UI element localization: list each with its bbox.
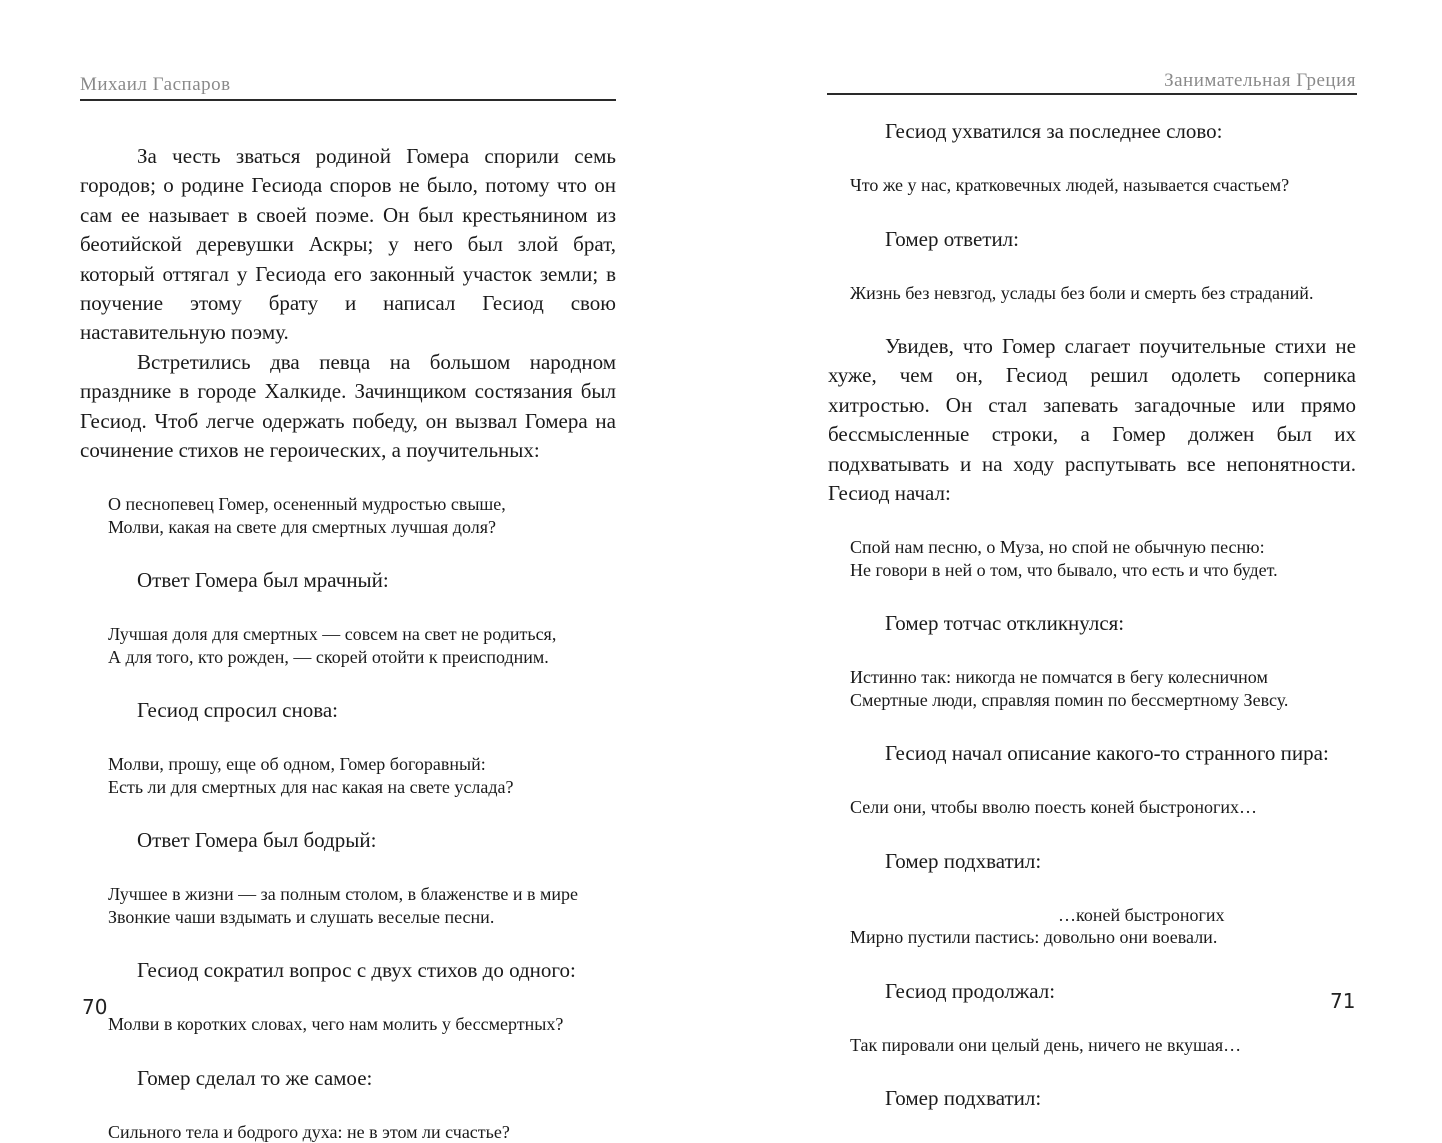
verse-quote xyxy=(828,666,1356,711)
paragraph: Встретились два певца на большом народном празднике в городе Халкиде. Зачинщиком состязания был Гесиод. Чтоб легче одержать победу, он вызвал Гомера на сочинение стихов не героических, а поучительных: xyxy=(80,349,616,463)
verse-quote xyxy=(80,1013,616,1036)
verse-line: Молви, какая на свете для смертных лучшая доля? xyxy=(108,516,496,537)
verse-line: Сильного тела и бодрого духа: не в этом ли счастье? xyxy=(108,1121,510,1142)
verse-line: Так пировали они целый день, ничего не вкушая… xyxy=(850,1034,1242,1055)
verse-line: О песнопевец Гомер, осененный мудростью свыше, xyxy=(108,494,506,515)
verse-line: Что же у нас, кратковечных людей, называется счастьем? xyxy=(850,175,1290,195)
verse-line: Звонкие чаши вздымать и слушать веселые песни. xyxy=(108,906,495,927)
verse-quote xyxy=(80,883,616,928)
verse-quote xyxy=(80,1121,616,1143)
verse-line: Не говори в ней о том, что бывало, что есть и что будет. xyxy=(850,559,1278,580)
page-body xyxy=(828,117,1356,1113)
running-head-author: Михаил Гаспаров xyxy=(80,74,231,95)
verse-line: Молви, прошу, еще об одном, Гомер богоравный: xyxy=(108,754,486,775)
verse-quote xyxy=(828,1034,1356,1057)
verse-line: Жизнь без невзгод, услады без боли и смерть без страданий. xyxy=(850,282,1314,303)
verse-line: Истинно так: никогда не помчатся в бегу колесничном xyxy=(850,667,1268,688)
verse-line: Лучшее в жизни — за полным столом, в блаженстве и в мире xyxy=(108,884,578,905)
verse-quote xyxy=(80,493,616,538)
verse-quote xyxy=(828,536,1356,581)
narration-line: Ответ Гомера был бодрый: xyxy=(137,828,377,853)
paragraph: Увидев, что Гомер слагает поучительные стихи не хуже, чем он, Гесиод решил одолеть соперника хитростью. Он стал запевать загадочные или прямо бессмысленные строки, а Гомер должен был их подхватывать и на ходу распутывать все непонятности. Гесиод начал: xyxy=(828,334,1356,506)
narration-line: Гомер ответил: xyxy=(885,226,1019,251)
narration-line: Гесиод спросил снова: xyxy=(137,698,338,723)
narration-line: Ответ Гомера был мрачный: xyxy=(137,568,389,593)
verse-line: Есть ли для смертных для нас какая на свете услада? xyxy=(108,776,514,797)
narration-line: Гомер сделал то же самое: xyxy=(137,1065,373,1090)
verse-line: Сели они, чтобы вволю поесть коней быстроногих… xyxy=(850,797,1258,818)
verse-line: Лучшая доля для смертных — совсем на свет не родиться, xyxy=(108,624,557,645)
narration-line: Гесиод ухватился за последнее слово: xyxy=(885,119,1223,143)
verse-quote xyxy=(828,904,1356,949)
narration-line: Гесиод продолжал: xyxy=(885,978,1056,1003)
narration-line: Гесиод начал описание какого-то странного пира: xyxy=(885,741,1329,766)
verse-quote xyxy=(828,174,1356,197)
page-number: 70 xyxy=(82,995,108,1019)
verse-line: Спой нам песню, о Муза, но спой не обычную песню: xyxy=(850,537,1265,558)
verse-line: …коней быстроногих xyxy=(1058,904,1225,925)
header-rule xyxy=(827,93,1357,95)
header-rule xyxy=(80,99,616,101)
narration-line: Гомер подхватил: xyxy=(885,848,1042,873)
verse-line: Мирно пустили пастись: довольно они воевали. xyxy=(850,927,1218,948)
left-page xyxy=(0,0,720,1142)
verse-quote xyxy=(828,282,1356,305)
running-head-title: Занимательная Греция xyxy=(1164,70,1356,91)
verse-quote xyxy=(828,796,1356,819)
verse-quote xyxy=(80,623,616,668)
verse-line: Смертные люди, справляя помин по бессмертному Зевсу. xyxy=(850,689,1289,710)
right-page xyxy=(720,0,1442,1111)
verse-quote xyxy=(80,753,616,798)
page-body xyxy=(80,142,616,1143)
narration-line: Гомер тотчас откликнулся: xyxy=(885,611,1125,636)
verse-line: А для того, кто рожден, — скорей отойти к преисподним. xyxy=(108,646,549,667)
paragraph: За честь зваться родиной Гомера спорили семь городов; о родине Гесиода споров не было, потому что он сам ее называет в своей поэме. Он был крестьянином из беотийской деревушки Аскры; у него был злой брат, который оттягал у Гесиода его законный участок земли; в поучение этому брату и написал Гесиод свою наставительную поэму. xyxy=(80,144,616,345)
verse-line: Молви в коротких словах, чего нам молить у бессмертных? xyxy=(108,1014,564,1035)
narration-line: Гомер подхватил: xyxy=(885,1086,1042,1111)
page-number: 71 xyxy=(1330,989,1356,1013)
narration-line: Гесиод сократил вопрос с двух стихов до одного: xyxy=(137,958,576,983)
